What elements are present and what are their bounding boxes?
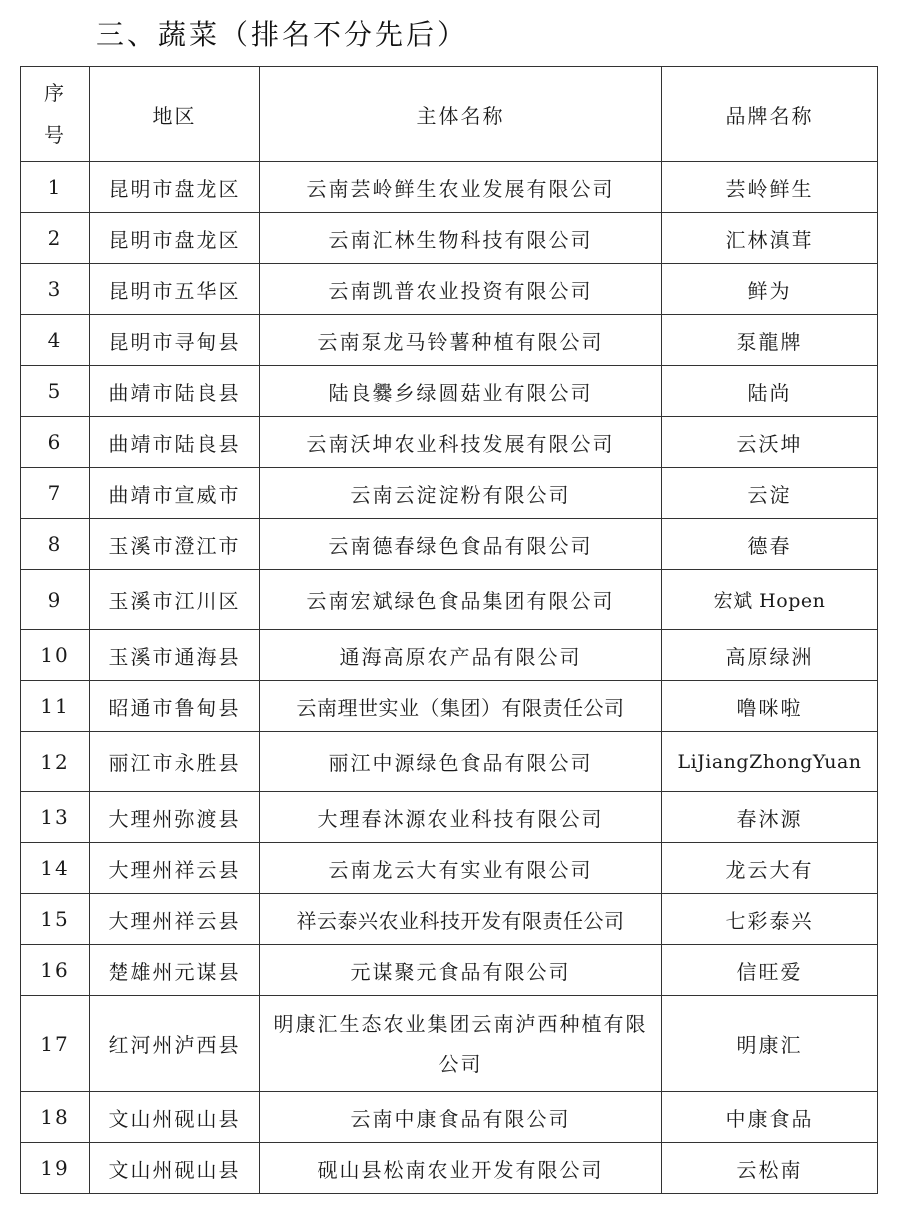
row-brand: 泵龍牌 — [662, 315, 878, 366]
row-company: 明康汇生态农业集团云南泸西种植有限公司 — [260, 996, 662, 1092]
row-brand: 龙云大有 — [662, 843, 878, 894]
table-row — [21, 732, 878, 792]
row-region: 昆明市盘龙区 — [90, 162, 260, 213]
row-seq: 2 — [21, 213, 90, 264]
row-brand: 七彩泰兴 — [662, 894, 878, 945]
row-seq: 15 — [21, 894, 90, 945]
row-brand: 汇林滇茸 — [662, 213, 878, 264]
row-brand: 宏斌 Hopen — [662, 570, 878, 630]
row-region: 文山州砚山县 — [90, 1143, 260, 1194]
row-region: 昆明市寻甸县 — [90, 315, 260, 366]
row-brand: 芸岭鲜生 — [662, 162, 878, 213]
table-row — [21, 366, 878, 417]
table-row — [21, 570, 878, 630]
row-region: 曲靖市宣威市 — [90, 468, 260, 519]
row-region: 玉溪市江川区 — [90, 570, 260, 630]
table-row — [21, 1143, 878, 1194]
row-seq: 10 — [21, 630, 90, 681]
table-row — [21, 996, 878, 1092]
row-company: 云南汇林生物科技有限公司 — [260, 213, 662, 264]
row-brand: 云松南 — [662, 1143, 878, 1194]
row-company: 云南芸岭鲜生农业发展有限公司 — [260, 162, 662, 213]
row-company: 云南德春绿色食品有限公司 — [260, 519, 662, 570]
row-brand: 春沐源 — [662, 792, 878, 843]
row-seq: 1 — [21, 162, 90, 213]
row-region: 大理州弥渡县 — [90, 792, 260, 843]
row-company: 祥云泰兴农业科技开发有限责任公司 — [260, 894, 662, 945]
header-seq — [21, 67, 90, 162]
row-region: 大理州祥云县 — [90, 894, 260, 945]
table-row — [21, 213, 878, 264]
row-company: 云南理世实业（集团）有限责任公司 — [260, 681, 662, 732]
header-seq-line-2: 号 — [44, 123, 66, 147]
row-company: 云南龙云大有实业有限公司 — [260, 843, 662, 894]
table-row — [21, 468, 878, 519]
row-seq: 3 — [21, 264, 90, 315]
section-title: 三、蔬菜（排名不分先后） — [96, 18, 469, 51]
row-region: 红河州泸西县 — [90, 996, 260, 1092]
row-brand: LiJiangZhongYuan — [662, 732, 878, 792]
row-seq: 19 — [21, 1143, 90, 1194]
row-brand: 德春 — [662, 519, 878, 570]
row-company: 云南云淀淀粉有限公司 — [260, 468, 662, 519]
table-body — [21, 162, 878, 1194]
row-region: 昆明市五华区 — [90, 264, 260, 315]
table-row — [21, 630, 878, 681]
row-brand: 明康汇 — [662, 996, 878, 1092]
table-row — [21, 1092, 878, 1143]
row-company: 丽江中源绿色食品有限公司 — [260, 732, 662, 792]
row-region: 昭通市鲁甸县 — [90, 681, 260, 732]
row-company: 陆良爨乡绿圆菇业有限公司 — [260, 366, 662, 417]
row-brand: 云淀 — [662, 468, 878, 519]
row-region: 楚雄州元谋县 — [90, 945, 260, 996]
row-brand: 陆尚 — [662, 366, 878, 417]
row-company: 元谋聚元食品有限公司 — [260, 945, 662, 996]
table-row — [21, 894, 878, 945]
row-seq: 5 — [21, 366, 90, 417]
row-region: 文山州砚山县 — [90, 1092, 260, 1143]
row-brand: 鲜为 — [662, 264, 878, 315]
row-seq: 16 — [21, 945, 90, 996]
table-row — [21, 681, 878, 732]
row-seq: 6 — [21, 417, 90, 468]
header-region: 地区 — [90, 67, 260, 162]
row-seq: 11 — [21, 681, 90, 732]
row-brand: 信旺爱 — [662, 945, 878, 996]
row-region: 曲靖市陆良县 — [90, 366, 260, 417]
header-seq-line-1: 序 — [44, 81, 66, 105]
row-seq: 7 — [21, 468, 90, 519]
row-seq: 4 — [21, 315, 90, 366]
row-seq: 8 — [21, 519, 90, 570]
row-brand: 噜咪啦 — [662, 681, 878, 732]
table-row — [21, 843, 878, 894]
row-region: 大理州祥云县 — [90, 843, 260, 894]
row-company: 通海高原农产品有限公司 — [260, 630, 662, 681]
row-company: 砚山县松南农业开发有限公司 — [260, 1143, 662, 1194]
table-header-row — [21, 67, 878, 162]
row-seq: 18 — [21, 1092, 90, 1143]
row-seq: 17 — [21, 996, 90, 1092]
header-company: 主体名称 — [260, 67, 662, 162]
row-region: 玉溪市通海县 — [90, 630, 260, 681]
row-region: 玉溪市澄江市 — [90, 519, 260, 570]
row-seq: 12 — [21, 732, 90, 792]
row-region: 丽江市永胜县 — [90, 732, 260, 792]
table-row — [21, 792, 878, 843]
table-row — [21, 264, 878, 315]
row-seq: 13 — [21, 792, 90, 843]
row-company: 云南凯普农业投资有限公司 — [260, 264, 662, 315]
row-company: 云南中康食品有限公司 — [260, 1092, 662, 1143]
row-seq: 9 — [21, 570, 90, 630]
table-row — [21, 519, 878, 570]
table-row — [21, 162, 878, 213]
row-brand: 高原绿洲 — [662, 630, 878, 681]
header-brand: 品牌名称 — [662, 67, 878, 162]
row-company: 云南沃坤农业科技发展有限公司 — [260, 417, 662, 468]
row-company: 云南泵龙马铃薯种植有限公司 — [260, 315, 662, 366]
row-region: 昆明市盘龙区 — [90, 213, 260, 264]
table-row — [21, 315, 878, 366]
table-row — [21, 945, 878, 996]
row-region: 曲靖市陆良县 — [90, 417, 260, 468]
row-brand: 云沃坤 — [662, 417, 878, 468]
row-company: 大理春沐源农业科技有限公司 — [260, 792, 662, 843]
table-row — [21, 417, 878, 468]
row-brand: 中康食品 — [662, 1092, 878, 1143]
row-seq: 14 — [21, 843, 90, 894]
row-company: 云南宏斌绿色食品集团有限公司 — [260, 570, 662, 630]
vegetable-brand-table — [20, 66, 878, 1194]
